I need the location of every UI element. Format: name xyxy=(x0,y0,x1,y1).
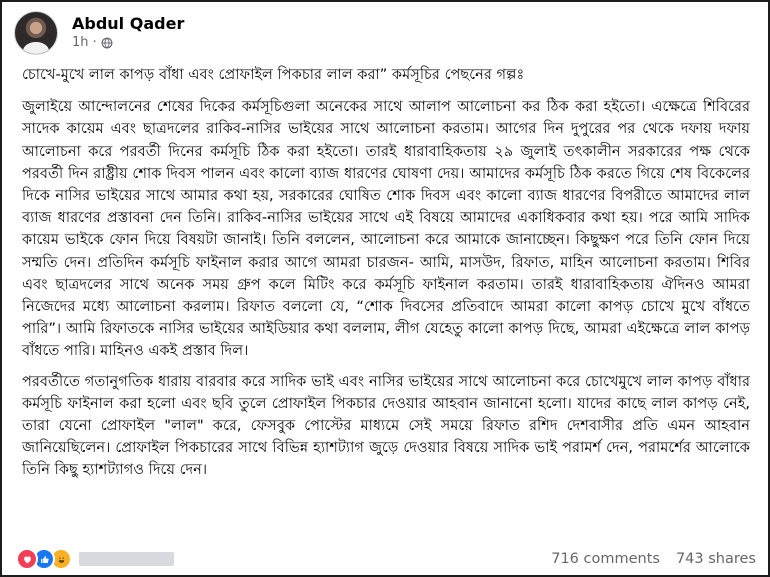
redacted-reactor-names xyxy=(79,552,174,566)
post-heading: চোখে-মুখে লাল কাপড় বাঁধা এবং প্রোফাইল পিকচার লাল করা” কর্মসূচির পেছনের গল্পঃ xyxy=(22,66,525,83)
love-icon xyxy=(16,548,38,570)
post-body xyxy=(22,64,750,490)
shares-count[interactable]: 743 shares xyxy=(675,551,756,567)
globe-icon[interactable] xyxy=(101,34,113,52)
separator-dot: · xyxy=(92,35,97,50)
post-subline xyxy=(72,34,184,52)
comments-count[interactable]: 716 comments xyxy=(551,551,660,567)
author-name[interactable]: Abdul Qader xyxy=(72,14,185,33)
post-meta xyxy=(72,14,184,52)
post-header xyxy=(14,10,184,56)
engagement-counts xyxy=(551,551,756,567)
avatar[interactable] xyxy=(14,11,58,55)
post-time[interactable]: 1h xyxy=(72,35,89,50)
post-footer xyxy=(16,546,756,572)
post-paragraph-2: পরবর্তীতে গতানুগতিক ধারায় বারবার করে সাদিক ভাই এবং নাসির ভাইয়ের সাথে আলোচনা করে চোখেমুখে লাল কাপড় বাঁধার কর্মসূচি ফাইনাল করা হলো এবং ছবি তুলে প্রোফাইল পিকচার দেওয়ার আহবান জানানো হলো। যাদের কাছে লাল কাপড় নেই, তারা যেনো প্রোফাইল "লাল" করে, ফেসবুক পোস্টের মাধ্যমে সেই সময়ে রিফাত রশিদ দেশবাসীর প্রতি এমন আহবান জানিয়েছিলেন। প্রোফাইল পিকচারের সাথে বিভিন্ন হ্যাশট্যাগ জুড়ে দেওয়ার বিষয়ে সাদিক ভাই পরামর্শ দেন, পরামর্শের আলোকে তিনি কিছু হ্যাশট্যাগও দিয়ে দেন। xyxy=(22,372,750,479)
reactions-summary[interactable] xyxy=(16,548,174,570)
post-paragraph-1: জুলাইয়ে আন্দোলনের শেষের দিকের কর্মসূচিগুলা অনেকের সাথে আলাপ আলোচনা কর ঠিক করা হইতো। এক্ষেত্রে শিবিরের সাদেক কায়েম এবং ছাত্রদলের রাকিব-নাসির ভাইয়ের সাথে আলোচনা করতাম। আগের দিন দুপুরের পর থেকে দফায় দফায় আলোচনা করে পরবর্তী দিনের কর্মসূচি ঠিক করা হইতো। তারই ধারাবাহিকতায় ২৯ জুলাই তৎকালীন সরকারের পক্ষ থেকে পরবর্তী দিন রাষ্ট্রীয় শোক দিবস পালন এবং কালো ব্যাজ ধারণের ঘোষণা দেয়। আমাদের কর্মসূচি ঠিক করতে গিয়ে শেষ বিকেলের দিকে নাসির ভাইয়ের সাথে আমার কথা হয়, সরকারের ঘোষিত শোক দিবস এবং কালো ব্যাজ ধারণের বিপরীতে আমাদের লাল ব্যাজ ধারণের প্রস্তাবনা দেন তিনি। রাকিব-নাসির ভাইয়ের সাথে এই বিষয়ে আমাদের একাধিকবার কথা হয়। পরে আমি সাদিক কায়েম ভাইকে ফোন দিয়ে বিষয়টা জানাই। তিনি বললেন, আলোচনা করে আমাকে জানাচ্ছেন। কিছুক্ষণ পরে তিনি ফোন দিয়ে সম্মতি দেন। প্রতিদিন কর্মসূচি ফাইনাল করার আগে আমরা চারজন- আমি, মাসউদ, রিফাত, মাহিন আলোচনা করতাম। শিবির এবং ছাত্রদলের সাথে অনেক সময় গ্রুপ কলে মিটিং করে কর্মসূচি ফাইনাল করতাম। তারই ধারাবাহিকতায় ঐদিনও আমরা নিজেদের মধ্যে আলোচনা করলাম। রিফাত বললো যে, “শোক দিবসের প্রতিবাদে আমরা কালো কাপড় চোখে মুখে বাঁধতে পারি”। আমি রিফাতকে নাসির ভাইয়ের আইডিয়ার কথা বললাম, লীগ যেহেতু কালো কাপড় দিছে, আমরা এইক্ষেত্রে লাল কাপড় বাঁধতে পারি। মাহিনও একই প্রস্তাব দিল। xyxy=(22,98,750,360)
